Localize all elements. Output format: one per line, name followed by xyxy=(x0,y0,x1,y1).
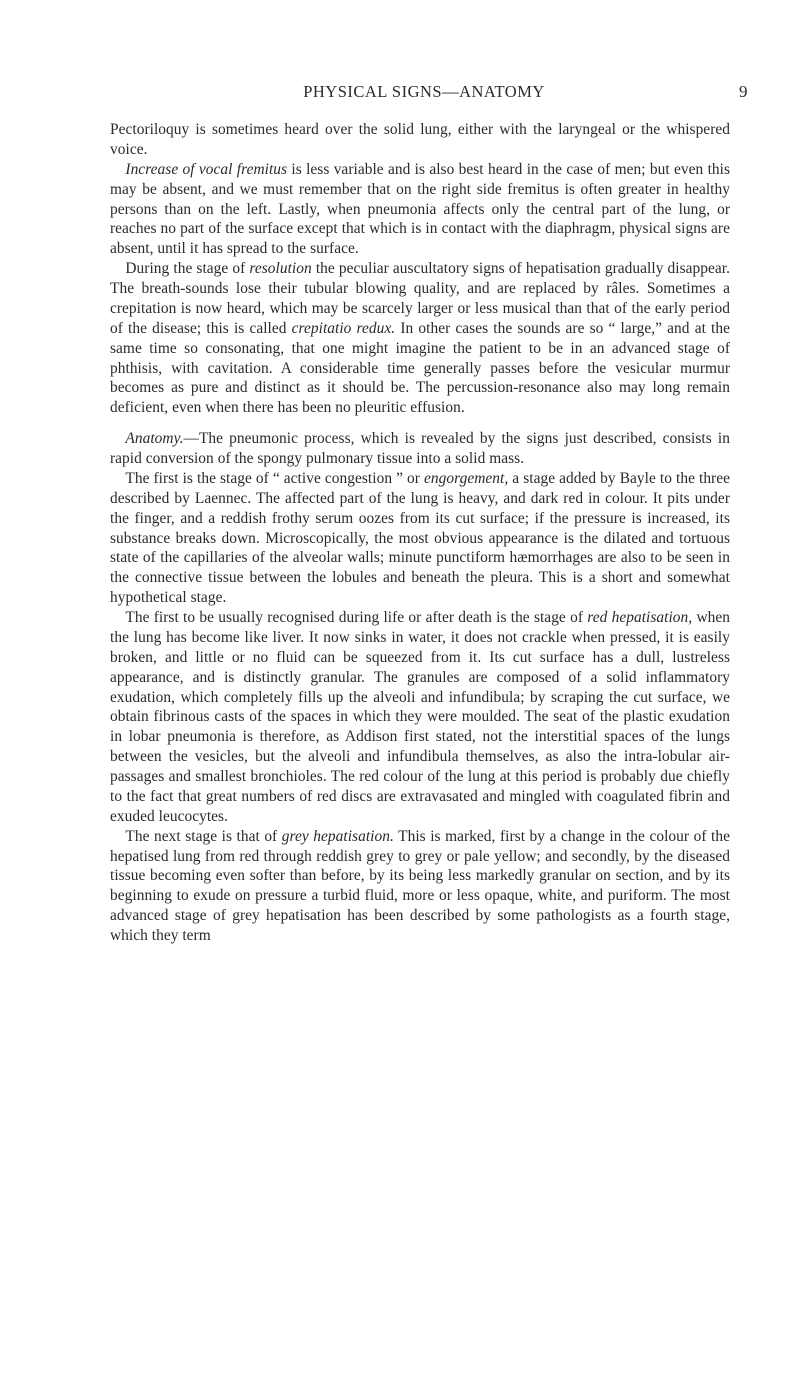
text-run: During the stage of xyxy=(125,260,250,278)
italic-text: resolution xyxy=(249,260,312,278)
paragraph xyxy=(110,259,730,418)
italic-text: crepitatio redux. xyxy=(291,319,396,337)
text-run: The first to be usually recognised during life or after death is the stage of xyxy=(125,609,588,626)
page-number: 9 xyxy=(739,82,748,101)
text-run: In other cases the sounds are so “ large,” and at the same time so consonating, that one might imagine the patient to be in an advanced stage of phthisis, with cavitation. A considerable time generally passes before the vesicular murmur becomes as pure and distinct as it should be. The percussion-resonance also may long remain deficient, even when there has been no pleuritic effusion. xyxy=(110,319,730,417)
paragraph xyxy=(110,469,730,608)
paragraph xyxy=(110,160,730,259)
text-run: when the lung has become like liver. It now sinks in water, it does not crackle when pressed, it is easily broken, and little or no fluid can be squeezed from it. Its cut surface has a dull, lustreless appearance, and is distinctly granular. The granules are composed of a solid inflammatory exudation, which completely fills up the alveoli and infundibula; by scraping the cut surface, we obtain fibrinous casts of the spaces in which they were moulded. The seat of the plastic exudation in lobar pneumonia is therefore, as Addison first stated, not the interstitial spaces of the lungs between the vesicles, but the alveoli and infundibula themselves, as also the intra-lobular air-passages and smallest bronchioles. The red colour of the lung at this period is probably due chiefly to the fact that great numbers of red discs are extravasated and mingled with coagulated fibrin and exuded leucocytes. xyxy=(110,609,730,825)
text-run: Pectoriloquy is sometimes heard over the solid lung, either with the laryngeal or the whispered voice. xyxy=(110,121,730,158)
text-run: This is marked, first by a change in the colour of the hepatised lung from red through reddish grey to grey or pale yellow; and secondly, by the diseased tissue becoming even softer than before, by its being less markedly granular on section, and by its beginning to exude on pressure a turbid fluid, more or less opaque, white, and puriform. The most advanced stage of grey hepatisation has been described by some pathologists as a fourth stage, which they term xyxy=(110,827,730,944)
text-run: The first is the stage of “ active congestion ” or xyxy=(125,469,424,487)
paragraph xyxy=(110,608,730,827)
italic-text: Increase of vocal fremitus xyxy=(125,160,288,178)
paragraph xyxy=(110,120,730,160)
text-run: —The pneumonic process, which is revealed by the signs just described, consists in rapid conversion of the spongy pulmonary tissue into a solid mass. xyxy=(110,430,730,467)
text-run: The next stage is that of xyxy=(125,827,282,845)
text-run: a stage added by Bayle to the three described by Laennec. The affected part of the lung is heavy, and dark red in colour. It pits under the finger, and a reddish frothy serum oozes from its cut surface; if the pressure is increased, its substance breaks down. Microscopically, the most obvious appearance is the dilated and tortuous state of the capillaries of the alveolar walls; minute punctiform hæmorrhages are also to be seen in the connective tissue between the lobules and beneath the pleura. This is a short and somewhat hypothetical stage. xyxy=(110,469,730,607)
running-head: PHYSICAL SIGNS—ANATOMY xyxy=(303,82,545,101)
paragraph xyxy=(110,429,730,469)
italic-text: grey hepatisation. xyxy=(281,827,394,845)
text-run: the peculiar auscultatory signs of hepatisation gradually disappear. The breath-sounds lose their tubular blowing quality, and are replaced by râles. Sometimes a crepitation is now heard, which may be scarcely larger or less musical than that of the early period of the disease; this is called xyxy=(110,260,730,337)
italic-text: Anatomy. xyxy=(125,430,184,448)
italic-text: engorgement, xyxy=(424,469,509,487)
page-header xyxy=(100,82,748,106)
italic-text: red hepatisation, xyxy=(587,609,693,626)
body-text xyxy=(110,120,730,946)
text-run: is less variable and is also best heard in the case of men; but even this may be absent, and we must remember that on the right side fremitus is often greater in healthy persons than on the left. Lastly, when pneumonia affects only the central part of the lung, or reaches no part of the surface except that which is in contact with the diaphragm, physical signs are absent, until it has spread to the surface. xyxy=(110,160,731,258)
paragraph xyxy=(110,827,730,946)
